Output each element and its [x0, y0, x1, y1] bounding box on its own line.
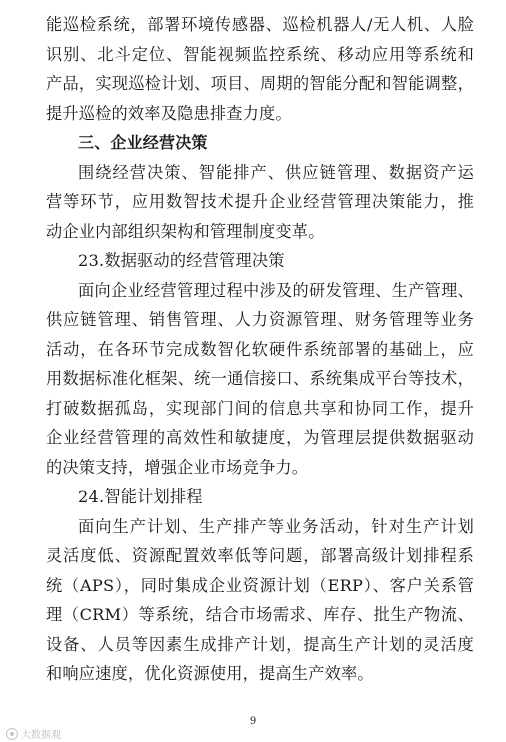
watermark-logo-icon: [6, 728, 18, 740]
text-line: 提升巡检的效率及隐患排查力度。: [46, 103, 292, 123]
subsection-heading: 23.数据驱动的经营管理决策: [78, 251, 285, 270]
text-line: 动企业内部组织架构和管理制度变革。: [46, 221, 325, 241]
text-line: 活动，在各环节完成数智化软硬件系统部署的基础上，应: [46, 339, 474, 359]
watermark-text: 大数据观: [21, 730, 61, 741]
paragraph-first-line: 围绕经营决策、智能排产、供应链管理、数据资产运: [78, 162, 474, 182]
text-line: 理（CRM）等系统，结合市场需求、库存、批生产物流、: [46, 605, 474, 624]
text-line: 统（APS），同时集成企业资源计划（ERP）、客户关系管: [46, 575, 474, 595]
text-line: 营等环节，应用数智技术提升企业经营管理决策能力，推: [46, 192, 474, 211]
watermark: [6, 726, 61, 741]
text-line: 企业经营管理的高效性和敏捷度，为管理层提供数据驱动: [46, 428, 474, 447]
text-line: 能巡检系统，部署环境传感器、巡检机器人/无人机、人脸: [46, 15, 474, 34]
text-line: 用数据标准化框架、统一通信接口、系统集成平台等技术，: [46, 369, 474, 388]
paragraph-first-line: 面向企业经营管理过程中涉及的研发管理、生产管理、: [78, 280, 474, 300]
text-line: 和响应速度，优化资源使用，提高生产效率。: [46, 664, 374, 683]
text-line: 产品，实现巡检计划、项目、周期的智能分配和智能调整，: [46, 74, 474, 93]
text-line: 打破数据孤岛，实现部门间的信息共享和协同工作，提升: [46, 398, 474, 418]
section-heading: 三、企业经营决策: [78, 133, 208, 152]
paragraph-first-line: 面向生产计划、生产排产等业务活动，针对生产计划: [78, 516, 474, 536]
text-line: 设备、人员等因素生成排产计划，提高生产计划的灵活度: [46, 634, 474, 654]
text-line: 识别、北斗定位、智能视频监控系统、移动应用等系统和: [46, 44, 474, 64]
text-line: 供应链管理、销售管理、人力资源管理、财务管理等业务: [46, 310, 474, 329]
text-line: 的决策支持，增强企业市场竞争力。: [46, 457, 309, 477]
subsection-heading: 24.智能计划排程: [78, 487, 203, 506]
document-body: [46, 10, 474, 689]
page-number: 9: [249, 716, 257, 727]
text-line: 灵活度低、资源配置效率低等问题，部署高级计划排程系: [46, 546, 474, 565]
